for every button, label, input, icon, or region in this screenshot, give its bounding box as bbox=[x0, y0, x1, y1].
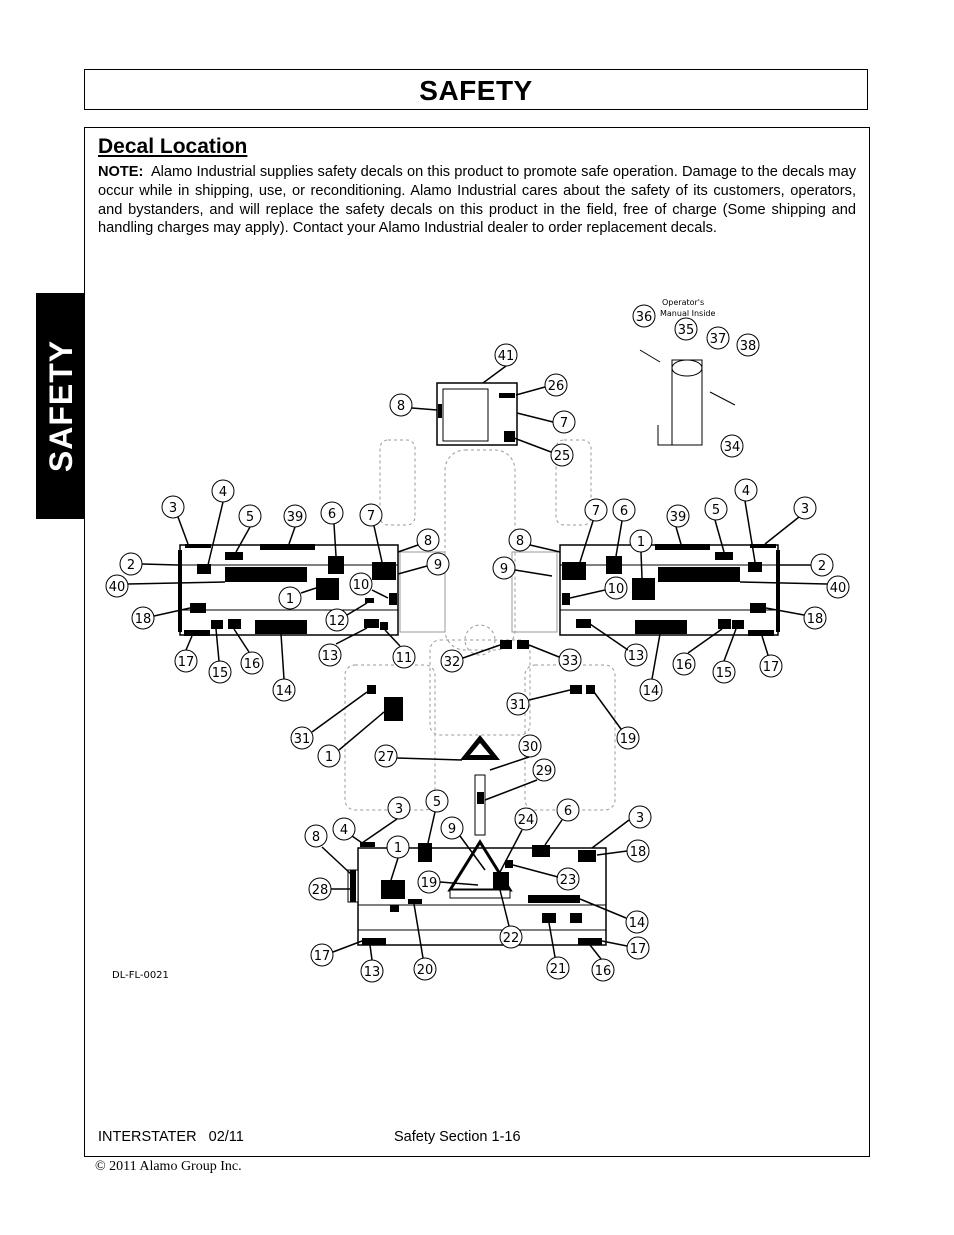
callout-15: 15 bbox=[715, 666, 733, 681]
callout-31: 31 bbox=[293, 732, 311, 747]
callout-21: 21 bbox=[549, 962, 567, 977]
callout-37: 37 bbox=[709, 332, 727, 347]
callout-3: 3 bbox=[168, 501, 178, 516]
callout-34: 34 bbox=[723, 440, 741, 455]
copyright: © 2011 Alamo Group Inc. bbox=[95, 1159, 242, 1174]
callout-16: 16 bbox=[675, 658, 693, 673]
callout-41: 41 bbox=[497, 349, 515, 364]
callout-36: 36 bbox=[635, 310, 653, 325]
callout-17: 17 bbox=[177, 655, 195, 670]
callout-32: 32 bbox=[443, 655, 461, 670]
callout-19: 19 bbox=[619, 732, 637, 747]
callout-35: 35 bbox=[677, 323, 695, 338]
callout-2: 2 bbox=[126, 558, 136, 573]
callout-39: 39 bbox=[669, 510, 687, 525]
callout-1: 1 bbox=[636, 535, 646, 550]
callout-4: 4 bbox=[339, 823, 349, 838]
callout-3: 3 bbox=[800, 502, 810, 517]
callout-14: 14 bbox=[628, 916, 646, 931]
callout-8: 8 bbox=[515, 534, 525, 549]
callout-17: 17 bbox=[313, 949, 331, 964]
note-paragraph bbox=[98, 163, 856, 238]
callout-23: 23 bbox=[559, 873, 577, 888]
callout-5: 5 bbox=[432, 795, 442, 810]
callout-1: 1 bbox=[324, 750, 334, 765]
callout-28: 28 bbox=[311, 883, 329, 898]
callout-8: 8 bbox=[396, 399, 406, 414]
callout-38: 38 bbox=[739, 339, 757, 354]
side-tab bbox=[36, 293, 84, 519]
decal-location-diagram bbox=[84, 290, 864, 990]
callout-10: 10 bbox=[352, 578, 370, 593]
note-text: Alamo Industrial supplies safety decals on this product to promote safe operation. Damage to the decals may occur while in shipping, use, or reconditioning. Alamo Industrial cares about the safety of its customers, operators, and bystanders, and will replace the safety decals on this product in the field, free of charge (Some shipping and handling charges may apply). Contact your Alamo Industrial dealer to order replacement decals. bbox=[98, 164, 856, 237]
callout-10: 10 bbox=[607, 582, 625, 597]
callout-16: 16 bbox=[594, 964, 612, 979]
callout-33: 33 bbox=[561, 654, 579, 669]
callout-3: 3 bbox=[394, 802, 404, 817]
callout-15: 15 bbox=[211, 666, 229, 681]
callout-5: 5 bbox=[711, 503, 721, 518]
callout-39: 39 bbox=[286, 510, 304, 525]
callout-13: 13 bbox=[363, 965, 381, 980]
callout-26: 26 bbox=[547, 379, 565, 394]
diagram-id: DL-FL-0021 bbox=[112, 970, 169, 981]
callout-20: 20 bbox=[416, 963, 434, 978]
callout-7: 7 bbox=[366, 509, 376, 524]
header-box bbox=[84, 69, 868, 110]
callout-14: 14 bbox=[275, 684, 293, 699]
note-label: NOTE: bbox=[98, 164, 144, 180]
manual-label-line2: Manual Inside bbox=[660, 309, 716, 318]
callout-40: 40 bbox=[829, 581, 847, 596]
callout-13: 13 bbox=[627, 649, 645, 664]
callout-18: 18 bbox=[806, 612, 824, 627]
footer-page: Safety Section 1-16 bbox=[394, 1129, 521, 1145]
callout-11: 11 bbox=[395, 651, 413, 666]
page-title: SAFETY bbox=[419, 75, 533, 106]
callout-1: 1 bbox=[393, 841, 403, 856]
callout-27: 27 bbox=[377, 750, 395, 765]
manual-label-line1: Operator's bbox=[662, 298, 705, 307]
side-tab-label: SAFETY bbox=[43, 339, 79, 473]
callout-22: 22 bbox=[502, 931, 520, 946]
callout-9: 9 bbox=[433, 558, 443, 573]
callout-24: 24 bbox=[517, 813, 535, 828]
callout-17: 17 bbox=[762, 660, 780, 675]
callout-17: 17 bbox=[629, 942, 647, 957]
callout-18: 18 bbox=[134, 612, 152, 627]
cab-unit bbox=[437, 383, 517, 445]
callout-31: 31 bbox=[509, 698, 527, 713]
callout-4: 4 bbox=[741, 484, 751, 499]
callout-5: 5 bbox=[245, 510, 255, 525]
callout-6: 6 bbox=[563, 804, 573, 819]
footer-model: INTERSTATER 02/11 bbox=[98, 1129, 244, 1145]
callout-4: 4 bbox=[218, 485, 228, 500]
callout-14: 14 bbox=[642, 684, 660, 699]
callout-7: 7 bbox=[591, 504, 601, 519]
callout-18: 18 bbox=[629, 845, 647, 860]
rear-mower-deck bbox=[348, 842, 606, 945]
callout-30: 30 bbox=[521, 740, 539, 755]
callout-29: 29 bbox=[535, 764, 553, 779]
right-mower-deck bbox=[512, 544, 780, 636]
callout-6: 6 bbox=[619, 504, 629, 519]
callout-16: 16 bbox=[243, 657, 261, 672]
callout-8: 8 bbox=[311, 830, 321, 845]
callout-12: 12 bbox=[328, 614, 346, 629]
callout-19: 19 bbox=[420, 876, 438, 891]
callout-8: 8 bbox=[423, 534, 433, 549]
callout-9: 9 bbox=[499, 562, 509, 577]
callout-13: 13 bbox=[321, 649, 339, 664]
callout-40: 40 bbox=[108, 580, 126, 595]
callout-2: 2 bbox=[817, 559, 827, 574]
callout-1: 1 bbox=[285, 592, 295, 607]
callout-25: 25 bbox=[553, 449, 571, 464]
callout-9: 9 bbox=[447, 822, 457, 837]
callout-6: 6 bbox=[327, 507, 337, 522]
callout-3: 3 bbox=[635, 811, 645, 826]
callout-7: 7 bbox=[559, 416, 569, 431]
section-title: Decal Location bbox=[98, 135, 248, 158]
